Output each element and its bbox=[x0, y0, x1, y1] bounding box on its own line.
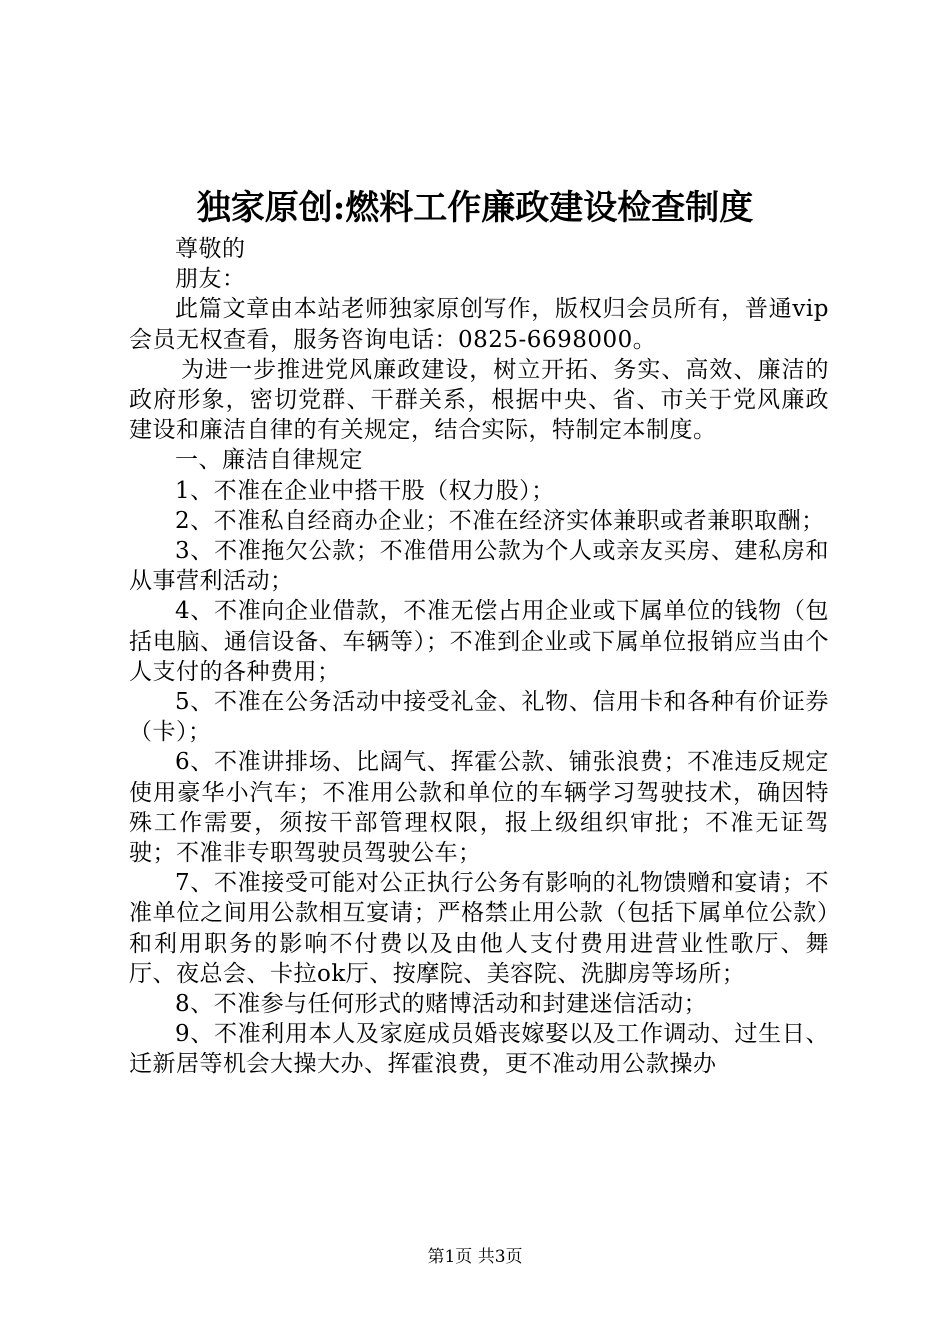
rule-item-7: 7、不准接受可能对公正执行公务有影响的礼物馈赠和宴请；不准单位之间用公款相互宴请；严格禁止用公款（包括下属单位公款）和利用职务的影响不付费以及由他人支付费用进营业性歌厅、舞厅、夜总会、卡拉ok厅、按摩院、美容院、洗脚房等场所； bbox=[129, 870, 829, 987]
rule-item-8: 8、不准参与任何形式的赌博活动和封建迷信活动； bbox=[175, 991, 708, 1018]
rule-item-2: 2、不准私自经商办企业；不准在经济实体兼职或者兼职取酬； bbox=[175, 507, 825, 534]
section-heading: 一、廉洁自律规定 bbox=[175, 447, 363, 474]
paragraph-copyright-notice: 此篇文章由本站老师独家原创写作，版权归会员所有，普通vip会员无权查看，服务咨询电话：0825-6698000。 bbox=[129, 296, 829, 353]
rule-item-9: 9、不准利用本人及家庭成员婚丧嫁娶以及工作调动、过生日、迁新居等机会大操大办、挥霍浪费，更不准动用公款操办 bbox=[129, 1021, 829, 1078]
rule-item-1: 1、不准在企业中搭干股（权力股）； bbox=[175, 477, 555, 504]
rule-item-4: 4、不准向企业借款，不准无偿占用企业或下属单位的钱物（包括电脑、通信设备、车辆等）；不准到企业或下属单位报销应当由个人支付的各种费用； bbox=[129, 598, 829, 685]
rule-item-3: 3、不准拖欠公款；不准借用公款为个人或亲友买房、建私房和从事营利活动； bbox=[129, 538, 829, 595]
paragraph-intro: 为进一步推进党风廉政建设，树立开拓、务实、高效、廉洁的政府形象，密切党群、干群关系，根据中央、省、市关于党风廉政建设和廉洁自律的有关规定，结合实际，特制定本制度。 bbox=[129, 356, 829, 444]
rule-item-6: 6、不准讲排场、比阔气、挥霍公款、铺张浪费；不准违反规定使用豪华小汽车；不准用公款和单位的车辆学习驾驶技术，确因特殊工作需要，须按干部管理权限，报上级组织审批；不准无证驾驶；不准非专职驾驶员驾驶公车； bbox=[129, 749, 829, 867]
page-footer: 第1页 共3页 bbox=[427, 1247, 523, 1267]
document-title: 独家原创:燃料工作廉政建设检查制度 bbox=[196, 188, 754, 228]
greeting-line-1: 尊敬的 bbox=[175, 236, 246, 262]
rule-item-5: 5、不准在公务活动中接受礼金、礼物、信用卡和各种有价证券（卡）； bbox=[129, 689, 829, 746]
greeting-line-2: 朋友： bbox=[175, 266, 246, 293]
document-body bbox=[129, 234, 829, 1080]
